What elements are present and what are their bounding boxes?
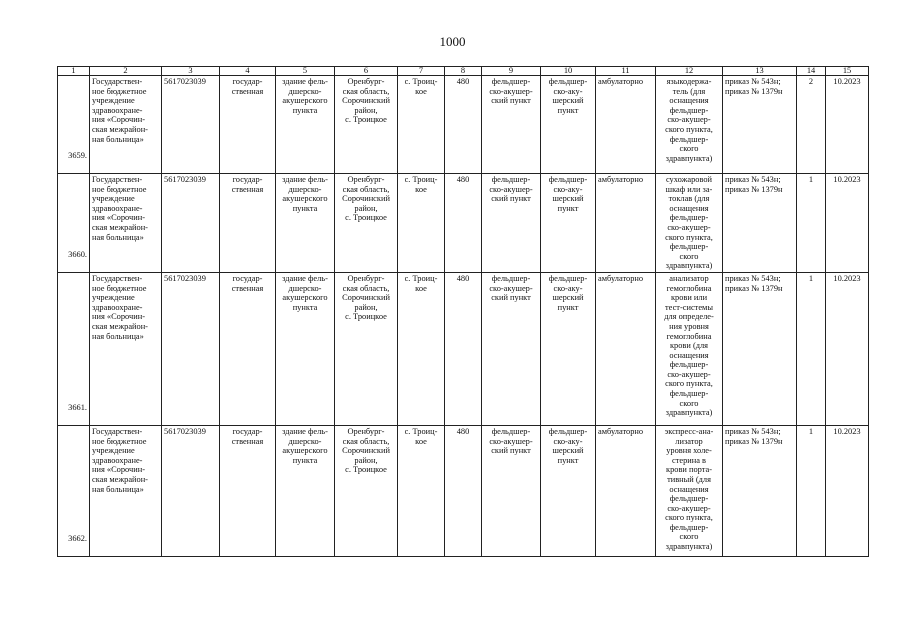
equipment-line: фельдшер- [669,494,709,504]
organization-name [90,272,162,425]
equipment-line: тест-системы [665,302,713,312]
organization-name [90,174,162,273]
organization-name-line: ное бюджетное [92,184,147,194]
code: 480 [445,174,482,273]
inn-code: 5617023039 [162,272,220,425]
row-number: 3661. [58,272,90,425]
column-number: 14 [797,67,826,76]
equipment-line: стерина в [671,455,706,465]
organization-name-line: ная больница» [92,484,144,494]
code: 480 [445,425,482,556]
ownership-type-line: ственная [231,436,264,446]
address-line: Оренбург- [347,175,385,184]
locality-line: кое [415,184,427,194]
column-number: 2 [90,67,162,76]
unit-type-line: ско-акушер- [489,184,533,194]
unit-type [482,174,541,273]
equipment-line: фельдшер- [669,242,709,252]
ownership-type [220,76,276,174]
equipment-line: ско-акушер- [667,222,711,232]
locality-line: с. Троиц- [404,273,438,283]
organization-name-line: ная больница» [92,232,144,242]
equipment-line: лизатор [675,436,703,446]
equipment-line: фельдшер- [669,105,709,115]
table-row [58,425,869,556]
unit-type-line: фельдшер- [491,273,531,283]
ownership-type [220,425,276,556]
unit-type [482,272,541,425]
table-row [58,76,869,174]
organization-name-line: ния «Сорочин- [92,312,145,322]
unit-type-secondary-line: пункт [557,302,579,312]
organization-name-line: ное бюджетное [92,436,147,446]
column-number: 12 [656,67,723,76]
unit-type-secondary-line: пункт [557,455,579,465]
address-line: с. Троицкое [345,213,387,223]
ownership-type [220,272,276,425]
equipment-line: ского [679,144,699,154]
unit-type-secondary [541,425,596,556]
date: 10.2023 [826,76,869,174]
equipment [656,272,723,425]
building-type-line: здание фель- [282,77,328,86]
address-line: Сорочинский [342,96,390,106]
row-number: 3659. [58,76,90,174]
unit-type-line: ско-акушер- [489,436,533,446]
locality-line: кое [415,86,427,96]
equipment-line: ния уровня [669,321,709,331]
address-line: Сорочинский [342,194,390,204]
equipment-line: здравпункта) [665,261,713,271]
ownership-type-line: государ- [232,175,263,184]
equipment-line: здравпункта) [665,542,713,552]
table-row [58,272,869,425]
equipment-line: тель (для [672,86,706,96]
quantity: 1 [797,174,826,273]
column-number: 13 [723,67,797,76]
building-type-line: акушерского [282,293,328,303]
address-line: район, [354,455,378,465]
unit-type-secondary-line: ско-аку- [553,184,583,194]
building-type-line: здание фель- [282,175,328,184]
unit-type-secondary-line: фельдшер- [548,273,588,283]
building-type-line: акушерского [282,446,328,456]
unit-type-secondary-line: фельдшер- [548,77,588,86]
equipment-line: ского пункта, [665,379,713,389]
order-reference-line: приказ № 543н; [725,175,781,184]
order-reference-line: приказ № 1379н [725,184,783,194]
unit-type-line: фельдшер- [491,77,531,86]
equipment-line: ского пункта, [665,124,713,134]
equipment-line: гемоглобина [666,331,712,341]
unit-type-secondary-line: пункт [557,203,579,213]
building-type-line: дшерско- [288,436,322,446]
organization-name-line: ская межрайон- [92,124,148,134]
equipment-line: уровня холе- [666,446,712,456]
unit-type-line: ский пункт [491,446,531,456]
unit-type-secondary-line: шерский [552,194,584,204]
order-reference-line: приказ № 543н; [725,426,781,436]
building-type [276,76,335,174]
equipment-line: анализатор [669,273,709,283]
locality-line: с. Троиц- [404,426,438,436]
unit-type [482,76,541,174]
ownership-type-line: ственная [231,86,264,96]
organization-name-line: здравоохране- [92,455,143,465]
date: 10.2023 [826,272,869,425]
address-line: ская область, [342,86,390,96]
code: 480 [445,272,482,425]
date: 10.2023 [826,174,869,273]
data-table [57,66,869,557]
address [335,272,398,425]
address [335,425,398,556]
locality [398,272,445,425]
organization-name-line: учреждение [92,446,135,456]
organization-name-line: здравоохране- [92,302,143,312]
organization-name-line: ное бюджетное [92,283,147,293]
table-row [58,174,869,273]
care-form: амбулаторно [596,174,656,273]
building-type-line: пункта [292,105,318,115]
address-line: Оренбург- [347,273,385,283]
locality-line: кое [415,436,427,446]
order-reference-line: приказ № 543н; [725,77,781,86]
organization-name-line: ская межрайон- [92,321,148,331]
organization-name-line: ния «Сорочин- [92,213,145,223]
organization-name [90,425,162,556]
equipment-line: сухожаровой [665,175,713,184]
equipment-line: экспресс-ана- [664,426,714,436]
address-line: Оренбург- [347,426,385,436]
care-form: амбулаторно [596,76,656,174]
unit-type-secondary-line: фельдшер- [548,175,588,184]
equipment-line: для определе- [664,312,714,322]
unit-type-secondary-line: ско-аку- [553,283,583,293]
organization-name-line: ное бюджетное [92,86,147,96]
quantity: 1 [797,272,826,425]
organization-name-line: ния «Сорочин- [92,465,145,475]
equipment-line: крови или [670,293,708,303]
address-line: Сорочинский [342,446,390,456]
header-row [58,67,869,76]
building-type [276,272,335,425]
equipment-line: тивный (для [667,474,711,484]
organization-name [90,76,162,174]
inn-code: 5617023039 [162,174,220,273]
equipment-line: языкодержа- [666,77,712,86]
equipment [656,425,723,556]
equipment-line: токлав (для [668,194,710,204]
row-number: 3662. [58,425,90,556]
unit-type-secondary-line: шерский [552,293,584,303]
equipment-line: здравпункта) [665,408,713,418]
locality [398,76,445,174]
unit-type-secondary [541,76,596,174]
equipment-line: оснащения [669,350,709,360]
order-reference [723,425,797,556]
equipment-line: ского пункта, [665,513,713,523]
column-number: 1 [58,67,90,76]
address-line: ская область, [342,184,390,194]
address-line: район, [354,203,378,213]
unit-type-line: ский пункт [491,194,531,204]
column-number: 11 [596,67,656,76]
equipment-line: крови (для [669,341,709,351]
building-type-line: дшерско- [288,283,322,293]
organization-name-line: учреждение [92,96,135,106]
inn-code: 5617023039 [162,76,220,174]
column-number: 8 [445,67,482,76]
organization-name-line: ния «Сорочин- [92,115,145,125]
order-reference-line: приказ № 1379н [725,436,783,446]
address-line: Оренбург- [347,77,385,86]
care-form: амбулаторно [596,272,656,425]
address-line: с. Троицкое [345,465,387,475]
ownership-type-line: государ- [232,77,263,86]
ownership-type-line: государ- [232,273,263,283]
equipment-line: гемоглобина [666,283,712,293]
address-line: с. Троицкое [345,312,387,322]
order-reference-line: приказ № 543н; [725,273,781,283]
building-type-line: пункта [292,302,318,312]
address-line: Сорочинский [342,293,390,303]
building-type-line: пункта [292,203,318,213]
unit-type-secondary-line: ско-аку- [553,86,583,96]
unit-type-secondary-line: фельдшер- [548,426,588,436]
column-number: 4 [220,67,276,76]
order-reference-line: приказ № 1379н [725,86,783,96]
order-reference [723,272,797,425]
ownership-type [220,174,276,273]
order-reference [723,76,797,174]
unit-type-line: фельдшер- [491,175,531,184]
column-number: 3 [162,67,220,76]
column-number: 5 [276,67,335,76]
organization-name-line: ная больница» [92,331,144,341]
equipment-line: шкаф или за- [665,184,713,194]
address-line: район, [354,105,378,115]
equipment-line: фельдшер- [669,213,709,223]
address-line: ская область, [342,283,390,293]
equipment-line: фельдшер- [669,522,709,532]
address-line: ская область, [342,436,390,446]
equipment-line: ско-акушер- [667,503,711,513]
organization-name-line: учреждение [92,194,135,204]
page-number: 1000 [439,34,466,49]
equipment-line: ского [679,532,699,542]
order-reference-line: приказ № 1379н [725,283,783,293]
column-number: 10 [541,67,596,76]
order-reference [723,174,797,273]
organization-name-line: ская межрайон- [92,222,148,232]
unit-type-line: ский пункт [491,293,531,303]
building-type-line: здание фель- [282,273,328,283]
equipment-line: оснащения [669,484,709,494]
organization-name-line: Государствен- [92,273,143,283]
ownership-type-line: ственная [231,283,264,293]
inn-code: 5617023039 [162,425,220,556]
building-type-line: акушерского [282,96,328,106]
date: 10.2023 [826,425,869,556]
building-type-line: пункта [292,455,318,465]
building-type-line: дшерско- [288,86,322,96]
unit-type [482,425,541,556]
unit-type-secondary [541,272,596,425]
equipment-line: крови порта- [666,465,712,475]
building-type [276,174,335,273]
row-number: 3660. [58,174,90,273]
quantity: 1 [797,425,826,556]
equipment-line: фельдшер- [669,389,709,399]
equipment-line: ского пункта, [665,232,713,242]
locality [398,425,445,556]
equipment-line: здравпункта) [665,153,713,163]
organization-name-line: ная больница» [92,134,144,144]
locality-line: с. Троиц- [404,77,438,86]
equipment [656,76,723,174]
organization-name-line: учреждение [92,293,135,303]
organization-name-line: Государствен- [92,77,143,86]
address [335,76,398,174]
equipment-line: оснащения [669,96,709,106]
equipment-line: фельдшер- [669,134,709,144]
ownership-type-line: ственная [231,184,264,194]
unit-type-secondary-line: пункт [557,105,579,115]
building-type-line: здание фель- [282,426,328,436]
organization-name-line: здравоохране- [92,105,143,115]
unit-type-line: ско-акушер- [489,86,533,96]
equipment-line: оснащения [669,203,709,213]
equipment-line: ского [679,251,699,261]
organization-name-line: Государствен- [92,175,143,184]
building-type-line: акушерского [282,194,328,204]
organization-name-line: ская межрайон- [92,474,148,484]
care-form: амбулаторно [596,425,656,556]
code: 480 [445,76,482,174]
equipment-line: ского [679,398,699,408]
ownership-type-line: государ- [232,426,263,436]
equipment [656,174,723,273]
building-type [276,425,335,556]
unit-type-secondary [541,174,596,273]
equipment-line: фельдшер- [669,360,709,370]
unit-type-secondary-line: шерский [552,96,584,106]
unit-type-secondary-line: шерский [552,446,584,456]
column-number: 6 [335,67,398,76]
organization-name-line: здравоохране- [92,203,143,213]
building-type-line: дшерско- [288,184,322,194]
locality [398,174,445,273]
column-number: 7 [398,67,445,76]
organization-name-line: Государствен- [92,426,143,436]
locality-line: кое [415,283,427,293]
unit-type-secondary-line: ско-аку- [553,436,583,446]
equipment-line: ско-акушер- [667,115,711,125]
address-line: с. Троицкое [345,115,387,125]
unit-type-line: фельдшер- [491,426,531,436]
column-number: 15 [826,67,869,76]
unit-type-line: ский пункт [491,96,531,106]
locality-line: с. Троиц- [404,175,438,184]
address [335,174,398,273]
column-number: 9 [482,67,541,76]
address-line: район, [354,302,378,312]
unit-type-line: ско-акушер- [489,283,533,293]
quantity: 2 [797,76,826,174]
equipment-line: ско-акушер- [667,369,711,379]
